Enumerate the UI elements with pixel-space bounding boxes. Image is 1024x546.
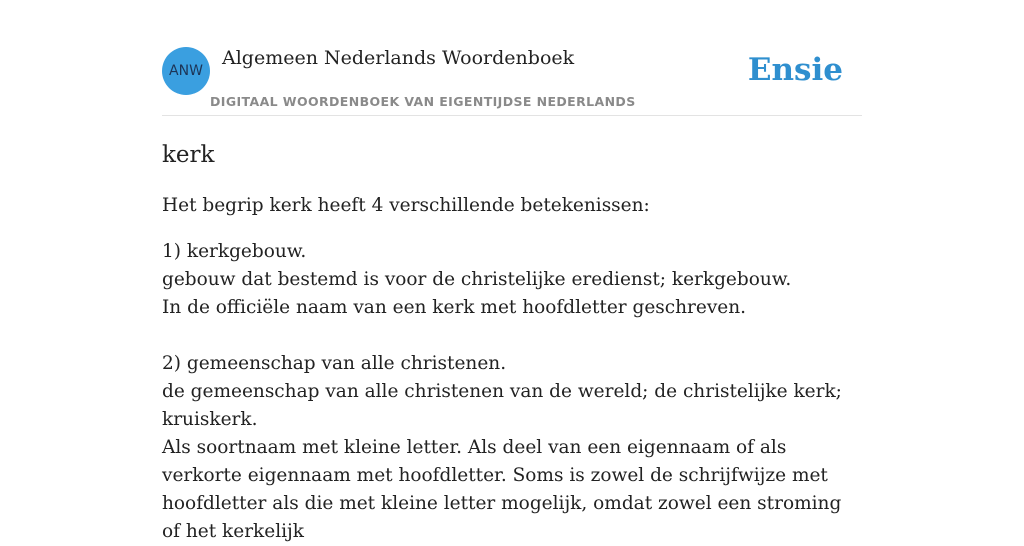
meanings-list	[162, 238, 862, 546]
site-header	[162, 47, 862, 116]
meaning-heading: 1) kerkgebouw.	[162, 241, 307, 262]
meaning-definition: gebouw dat bestemd is voor de christelijke eredienst; kerkgebouw.	[162, 269, 792, 290]
anw-logo-text: ANW	[169, 63, 203, 79]
anw-logo[interactable]	[162, 47, 210, 95]
meaning-heading: 2) gemeenschap van alle christenen.	[162, 353, 507, 374]
dictionary-title[interactable]: Algemeen Nederlands Woordenboek	[222, 47, 575, 69]
page	[162, 0, 862, 546]
meaning-item	[162, 238, 862, 322]
meaning-note: Als soortnaam met kleine letter. Als deel van een eigennaam of als verkorte eigennaam met hoofdletter. Soms is zowel de schrijfwijze met hoofdletter als die met kleine letter mogelijk, omdat zowel een stroming of het kerkelijk	[162, 437, 842, 542]
meaning-definition: de gemeenschap van alle christenen van de wereld; de christelijke kerk; kruiskerk.	[162, 381, 842, 430]
ensie-logo-link[interactable]: Ensie	[747, 52, 843, 88]
meaning-note: In de officiële naam van een kerk met hoofdletter geschreven.	[162, 297, 747, 318]
entry-intro: Het begrip kerk heeft 4 verschillende betekenissen:	[162, 195, 650, 216]
dictionary-subtitle: DIGITAAL WOORDENBOEK VAN EIGENTIJDSE NEDERLANDS	[210, 94, 636, 109]
entry-headword: kerk	[162, 142, 215, 168]
meaning-item	[162, 350, 862, 546]
